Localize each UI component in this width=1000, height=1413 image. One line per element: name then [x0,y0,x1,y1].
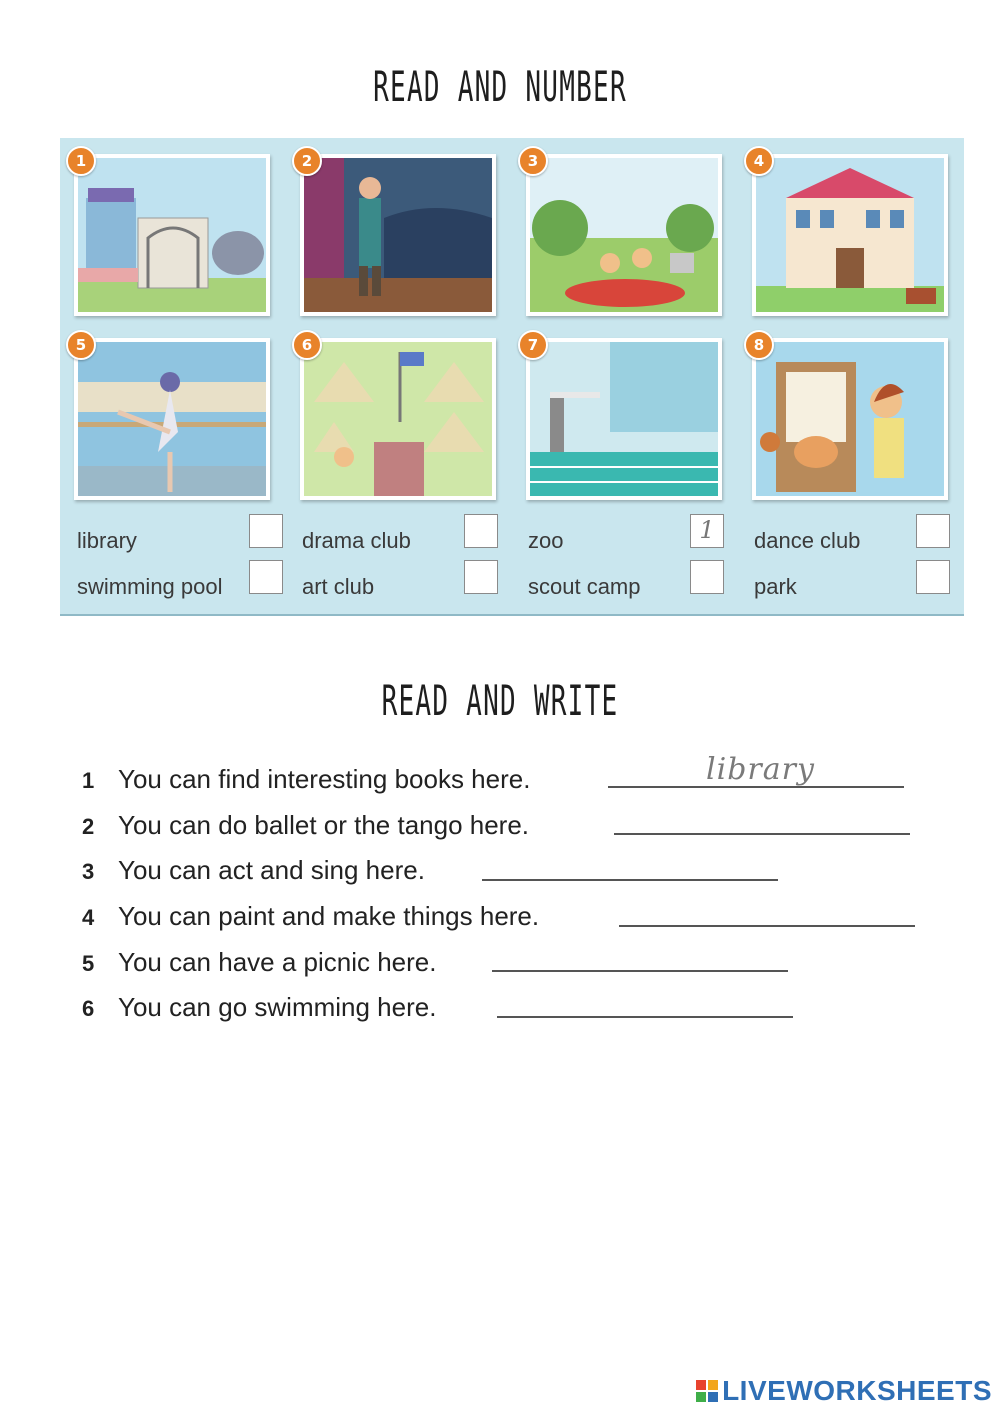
answer-line-5[interactable] [492,970,788,972]
brand-name: LIVEWORKSHEETS [722,1375,992,1406]
picture-number-badge: 5 [66,330,96,360]
question-text: You can paint and make things here. [118,901,540,931]
question-number: 5 [82,951,95,976]
question-text: You can go swimming here. [118,992,437,1022]
answer-text-1[interactable]: library [706,752,815,787]
question-text: You can act and sing here. [118,855,425,885]
picture-number-badge: 7 [518,330,548,360]
question-row [82,855,425,891]
question-row [82,947,437,983]
answer-box-zoo[interactable]: 1 [690,514,724,548]
liveworksheets-logo [696,1375,992,1407]
question-number: 2 [82,814,95,839]
question-row [82,992,436,1028]
answer-box-park[interactable] [916,560,950,594]
question-row [82,901,539,937]
picture-number-badge: 1 [66,146,96,176]
picture-number-badge: 3 [518,146,548,176]
answer-line-2[interactable] [614,833,910,835]
answer-line-6[interactable] [497,1016,793,1018]
word-dance-club: dance club [754,528,861,553]
word-drama-club: drama club [302,528,411,553]
zoo-picture [74,154,270,316]
question-text: You can have a picnic here. [118,947,437,977]
picture-number-badge: 6 [292,330,322,360]
picture-number-badge: 2 [292,146,322,176]
picture-number-badge: 8 [744,330,774,360]
scout-camp-picture [300,338,496,500]
answer-box-scout-camp[interactable] [690,560,724,594]
section-title-read-and-number: READ AND NUMBER [373,62,627,111]
word-zoo: zoo [528,528,564,553]
question-text: You can find interesting books here. [118,764,531,794]
question-text: You can do ballet or the tango here. [118,810,530,840]
park-picture [526,154,722,316]
art-club-picture [752,338,948,500]
picture-number-badge: 4 [744,146,774,176]
library-picture [752,154,948,316]
drama-club-picture [300,154,496,316]
question-row [82,764,530,800]
question-number: 3 [82,859,95,884]
question-number: 6 [82,996,95,1021]
answer-line-4[interactable] [619,925,915,927]
dance-club-picture [74,338,270,500]
question-number: 1 [82,768,95,793]
swimming-pool-picture [526,338,722,500]
answer-box-swimming-pool[interactable] [249,560,283,594]
word-art-club: art club [302,574,375,599]
liveworksheets-icon [696,1380,718,1402]
word-scout-camp: scout camp [528,574,641,599]
section-title-read-and-write: READ AND WRITE [381,676,619,725]
answer-box-library[interactable] [249,514,283,548]
answer-box-dance-club[interactable] [916,514,950,548]
answer-box-art-club[interactable] [464,560,498,594]
question-row [82,810,529,846]
answer-box-drama-club[interactable] [464,514,498,548]
word-swimming-pool: swimming pool [77,574,223,599]
question-number: 4 [82,905,95,930]
word-park: park [754,574,797,599]
word-library: library [77,528,137,553]
answer-line-3[interactable] [482,879,778,881]
